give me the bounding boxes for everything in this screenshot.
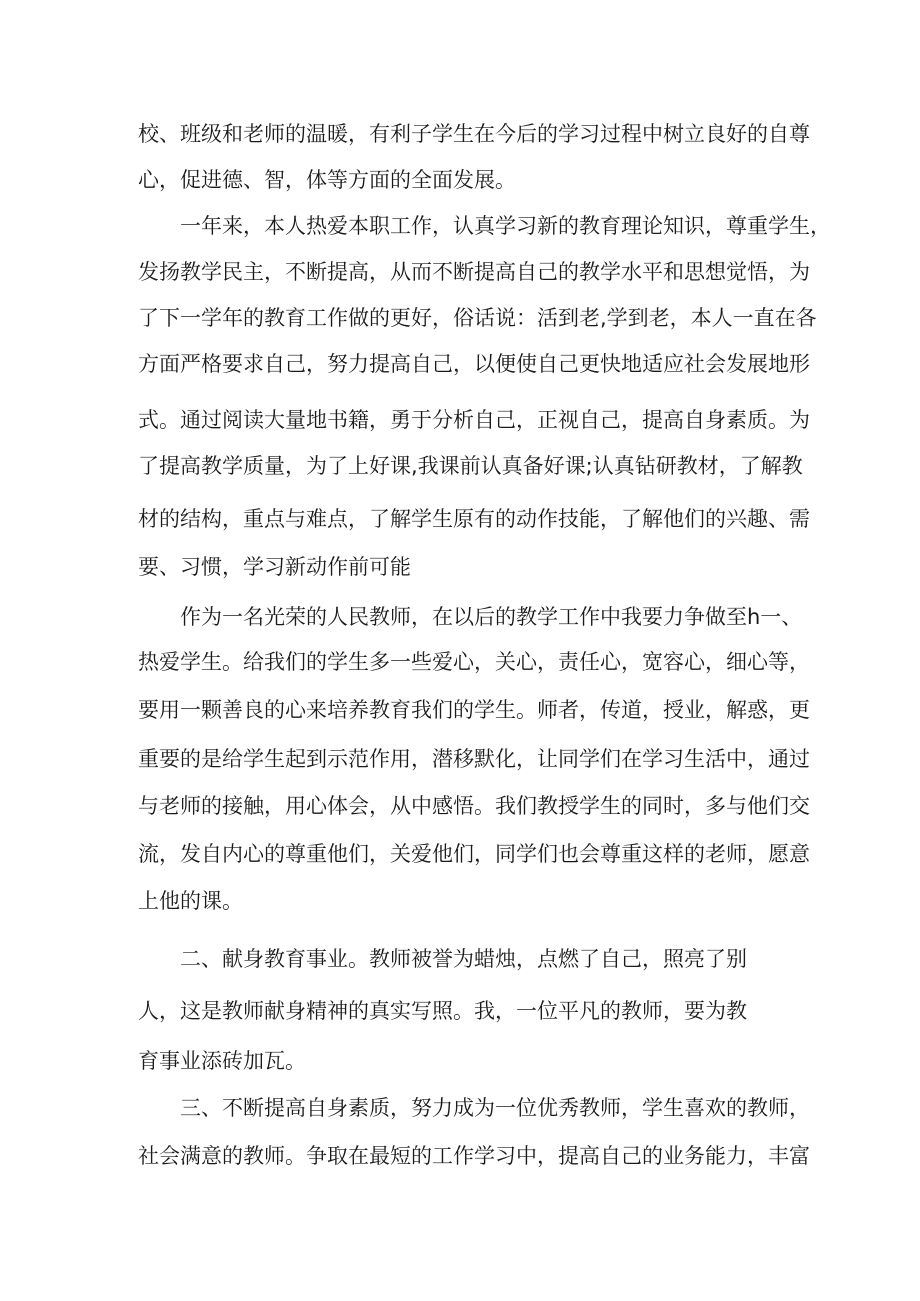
text-line: 热爱学生。给我们的学生多一些爱心，关心，责任心，宽容心，细心等， [138,650,810,674]
text-line: 社会满意的教师。争取在最短的工作学习中，提高自己的业务能力，丰富 [138,1144,810,1168]
text-line: 人，这是教师献身精神的真实写照。我，一位平凡的教师，要为教 [138,999,747,1023]
text-line: 方面严格要求自己，努力提高自己，以便使自己更快地适应社会发展地形 [138,352,810,376]
text-line: 三、不断提高自身素质，努力成为一位优秀教师，学生喜欢的教师， [180,1096,810,1120]
text-line: 与老师的接触，用心体会，从中感悟。我们教授学生的同时，多与他们交 [138,794,810,818]
text-line: 了提高教学质量，为了上好课,我课前认真备好课;认真钻研教材，了解教 [138,454,803,478]
text-line: 二、献身教育事业。教师被誉为蜡烛，点燃了自己，照亮了别 [180,947,747,971]
text-line: 心，促进德、智，体等方面的全面发展。 [138,168,516,192]
text-line: 作为一名光荣的人民教师，在以后的教学工作中我要力争做至h一、 [180,605,803,629]
text-line: 流，发自内心的尊重他们，关爱他们，同学们也会尊重这样的老师，愿意 [138,842,810,866]
text-line: 式。通过阅读大量地书籍，勇于分析自己，正视自己，提高自身素质。为 [138,408,810,432]
text-line: 发扬教学民主，不断提高，从而不断提高自己的教学水平和思想觉悟，为 [138,260,810,284]
text-line: 校、班级和老师的温暖，有利子学生在今后的学习过程中树立良好的自尊 [138,122,810,146]
text-line: 要用一颗善良的心来培养教育我们的学生。师者，传道，授业，解惑，更 [138,698,810,722]
text-line: 材的结构，重点与难点，了解学生原有的动作技能，了解他们的兴趣、需 [138,507,810,531]
text-line: 要、习惯，学习新动作前可能 [138,555,411,579]
text-line: 上他的课。 [138,889,243,913]
text-line: 育事业添砖加瓦。 [138,1049,306,1073]
text-line: 重要的是给学生起到示范作用，潜移默化，让同学们在学习生活中，通过 [138,747,810,771]
text-line: 了下一学年的教育工作做的更好，俗话说：活到老,学到老，本人一直在各 [138,306,817,330]
text-line: 一年来，本人热爱本职工作，认真学习新的教育理论知识，尊重学生， [180,214,831,238]
